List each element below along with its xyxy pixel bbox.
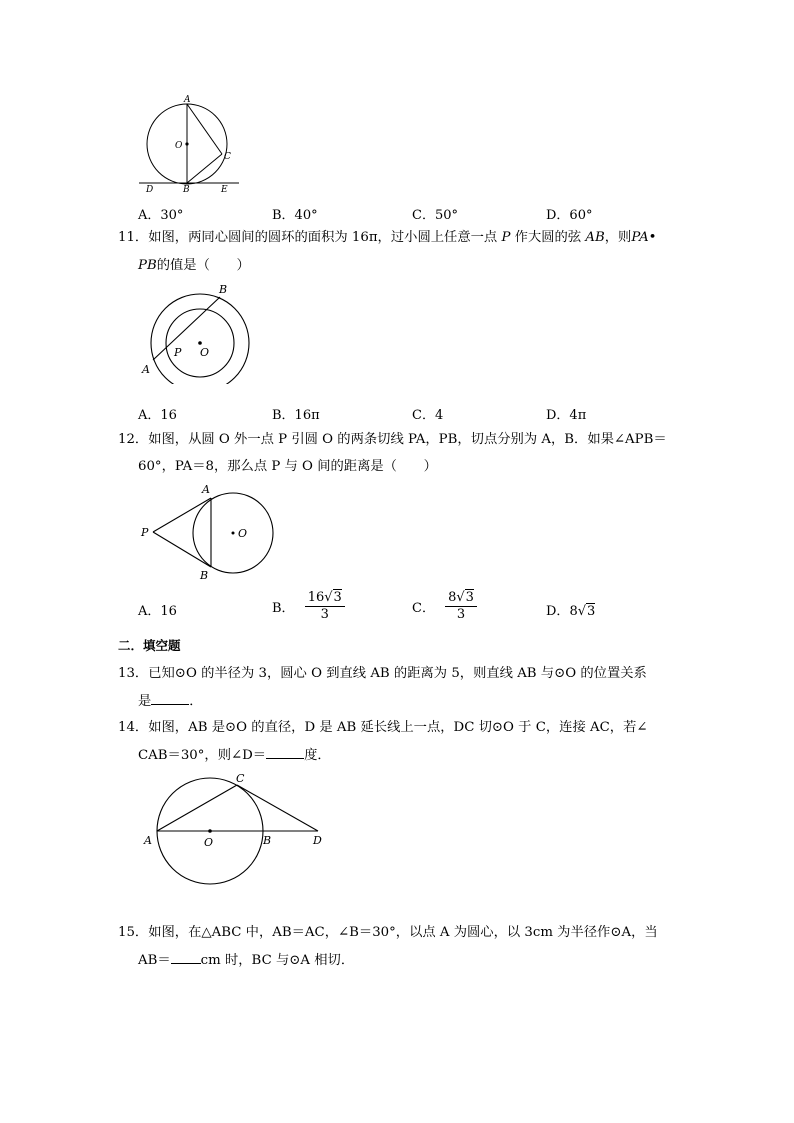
q14-label-O: O bbox=[204, 836, 214, 849]
q10-label-E: E bbox=[221, 185, 228, 195]
q10-center-dot bbox=[185, 142, 188, 145]
q10-label-A: A bbox=[184, 95, 191, 105]
q12-option-b-fraction bbox=[305, 590, 345, 623]
q11-line1-part2: 作大圆的弦 bbox=[514, 230, 582, 245]
q12-label-P: P bbox=[141, 526, 149, 539]
q11-text-line2 bbox=[138, 257, 250, 275]
q12-option-c-fraction bbox=[445, 590, 477, 623]
q10-chord-AC bbox=[187, 104, 222, 154]
q14-tangent-DC bbox=[237, 785, 318, 831]
section-title-fill-in: 二．填空题 bbox=[118, 638, 181, 653]
q15-line2-suffix: cm 时，BC 与⊙A 相切． bbox=[200, 953, 355, 968]
q14-chord-AC bbox=[157, 785, 237, 831]
q14-answer-blank[interactable] bbox=[266, 746, 304, 759]
q10-option-a: A．30° bbox=[138, 208, 184, 223]
q12-option-b-numerator: 16√3 bbox=[305, 590, 345, 607]
q15-text-line2 bbox=[138, 951, 354, 970]
q10-chord-BC bbox=[187, 154, 222, 183]
q12-label-A: A bbox=[202, 483, 210, 496]
q10-label-O: O bbox=[175, 141, 183, 151]
q12-text-line1: 12．如图，从圆 O 外一点 P 引圆 O 的两条切线 PA，PB，切点分别为 A，B．如果∠APB＝ bbox=[118, 432, 667, 447]
q12-option-c-denominator: 3 bbox=[456, 607, 466, 622]
q14-line2-suffix: 度． bbox=[304, 748, 331, 763]
q12-tangent-PA bbox=[153, 498, 211, 532]
q11-line1-product: PA• bbox=[631, 230, 657, 245]
q12-option-c-numerator: 8√3 bbox=[445, 590, 477, 607]
q11-option-d: D．4π bbox=[546, 408, 587, 423]
q11-label-B: B bbox=[219, 283, 228, 296]
q12-label-O: O bbox=[238, 527, 248, 540]
q13-text-line2 bbox=[138, 692, 203, 711]
q12-figure bbox=[138, 478, 278, 584]
q12-text-line2: 60°，PA＝8，那么点 P 与 O 间的距离是（ ） bbox=[138, 459, 437, 474]
q11-center-dot bbox=[198, 341, 202, 345]
q11-option-c: C．4 bbox=[412, 408, 444, 423]
q12-option-a: A．16 bbox=[138, 604, 177, 619]
q14-label-C: C bbox=[236, 772, 245, 785]
q14-label-D: D bbox=[313, 834, 322, 847]
q11-line1-part3: ，则 bbox=[604, 230, 632, 245]
q14-text-line2 bbox=[138, 746, 331, 765]
q14-label-B: B bbox=[263, 834, 272, 847]
q10-option-c: C．50° bbox=[412, 208, 458, 223]
q12-option-d: D．8√3 bbox=[546, 604, 596, 619]
q12-option-c bbox=[412, 590, 477, 623]
q12-tangent-PB bbox=[153, 532, 211, 567]
q11-option-b: B．16π bbox=[272, 408, 320, 423]
q11-line1-chord: AB bbox=[585, 230, 605, 245]
q12-option-b-prefix: B． bbox=[272, 601, 295, 616]
q12-label-B: B bbox=[200, 569, 209, 582]
q10-label-D: D bbox=[146, 185, 154, 195]
q15-line2-prefix: AB＝ bbox=[138, 953, 171, 968]
q11-option-a: A．16 bbox=[138, 408, 177, 423]
q10-label-B: B bbox=[183, 185, 190, 195]
q13-line2-prefix: 是 bbox=[138, 694, 152, 709]
q14-figure bbox=[140, 770, 330, 890]
q14-center-dot bbox=[208, 829, 212, 833]
q11-line1-part1: 11．如图，两同心圆间的圆环的面积为 16π，过小圆上任意一点 bbox=[118, 230, 498, 245]
q11-line2-rest: 的值是（ ） bbox=[156, 258, 250, 273]
q13-line2-suffix: ． bbox=[189, 694, 203, 709]
q12-option-d-coef: 8 bbox=[569, 604, 578, 619]
q15-answer-blank[interactable] bbox=[171, 951, 201, 964]
q10-option-b: B．40° bbox=[272, 208, 318, 223]
q12-option-c-prefix: C． bbox=[412, 601, 435, 616]
q14-line2-prefix: CAB＝30°，则∠D＝ bbox=[138, 748, 267, 763]
q12-option-d-radicand: 3 bbox=[587, 604, 596, 619]
q10-option-d: D．60° bbox=[546, 208, 593, 223]
q12-option-b bbox=[272, 590, 345, 623]
q11-line2-pb: PB bbox=[138, 258, 157, 273]
q12-option-d-prefix: D． bbox=[546, 604, 570, 619]
q11-label-P: P bbox=[174, 346, 182, 359]
q10-figure bbox=[135, 92, 245, 196]
q11-label-O: O bbox=[200, 346, 210, 359]
q11-line1-point: P bbox=[501, 230, 511, 245]
q14-text-line1: 14．如图，AB 是⊙O 的直径，D 是 AB 延长线上一点，DC 切⊙O 于 C，连接 AC，若∠ bbox=[118, 720, 648, 735]
q14-label-A: A bbox=[144, 834, 152, 847]
q11-chord-AB bbox=[153, 297, 220, 360]
q11-figure bbox=[138, 280, 254, 384]
q11-label-A: A bbox=[142, 363, 150, 376]
q11-text-line1 bbox=[118, 229, 657, 247]
q13-text-line1: 13．已知⊙O 的半径为 3，圆心 O 到直线 AB 的距离为 5，则直线 AB 与⊙O 的位置关系 bbox=[118, 666, 647, 681]
q10-label-C: C bbox=[224, 152, 231, 162]
q12-option-b-denominator: 3 bbox=[320, 607, 329, 622]
q12-center-dot bbox=[232, 532, 235, 535]
q15-text-line1: 15．如图，在△ABC 中，AB＝AC，∠B＝30°，以点 A 为圆心，以 3cm 为半径作⊙A，当 bbox=[118, 925, 658, 940]
q13-answer-blank[interactable] bbox=[151, 692, 189, 705]
